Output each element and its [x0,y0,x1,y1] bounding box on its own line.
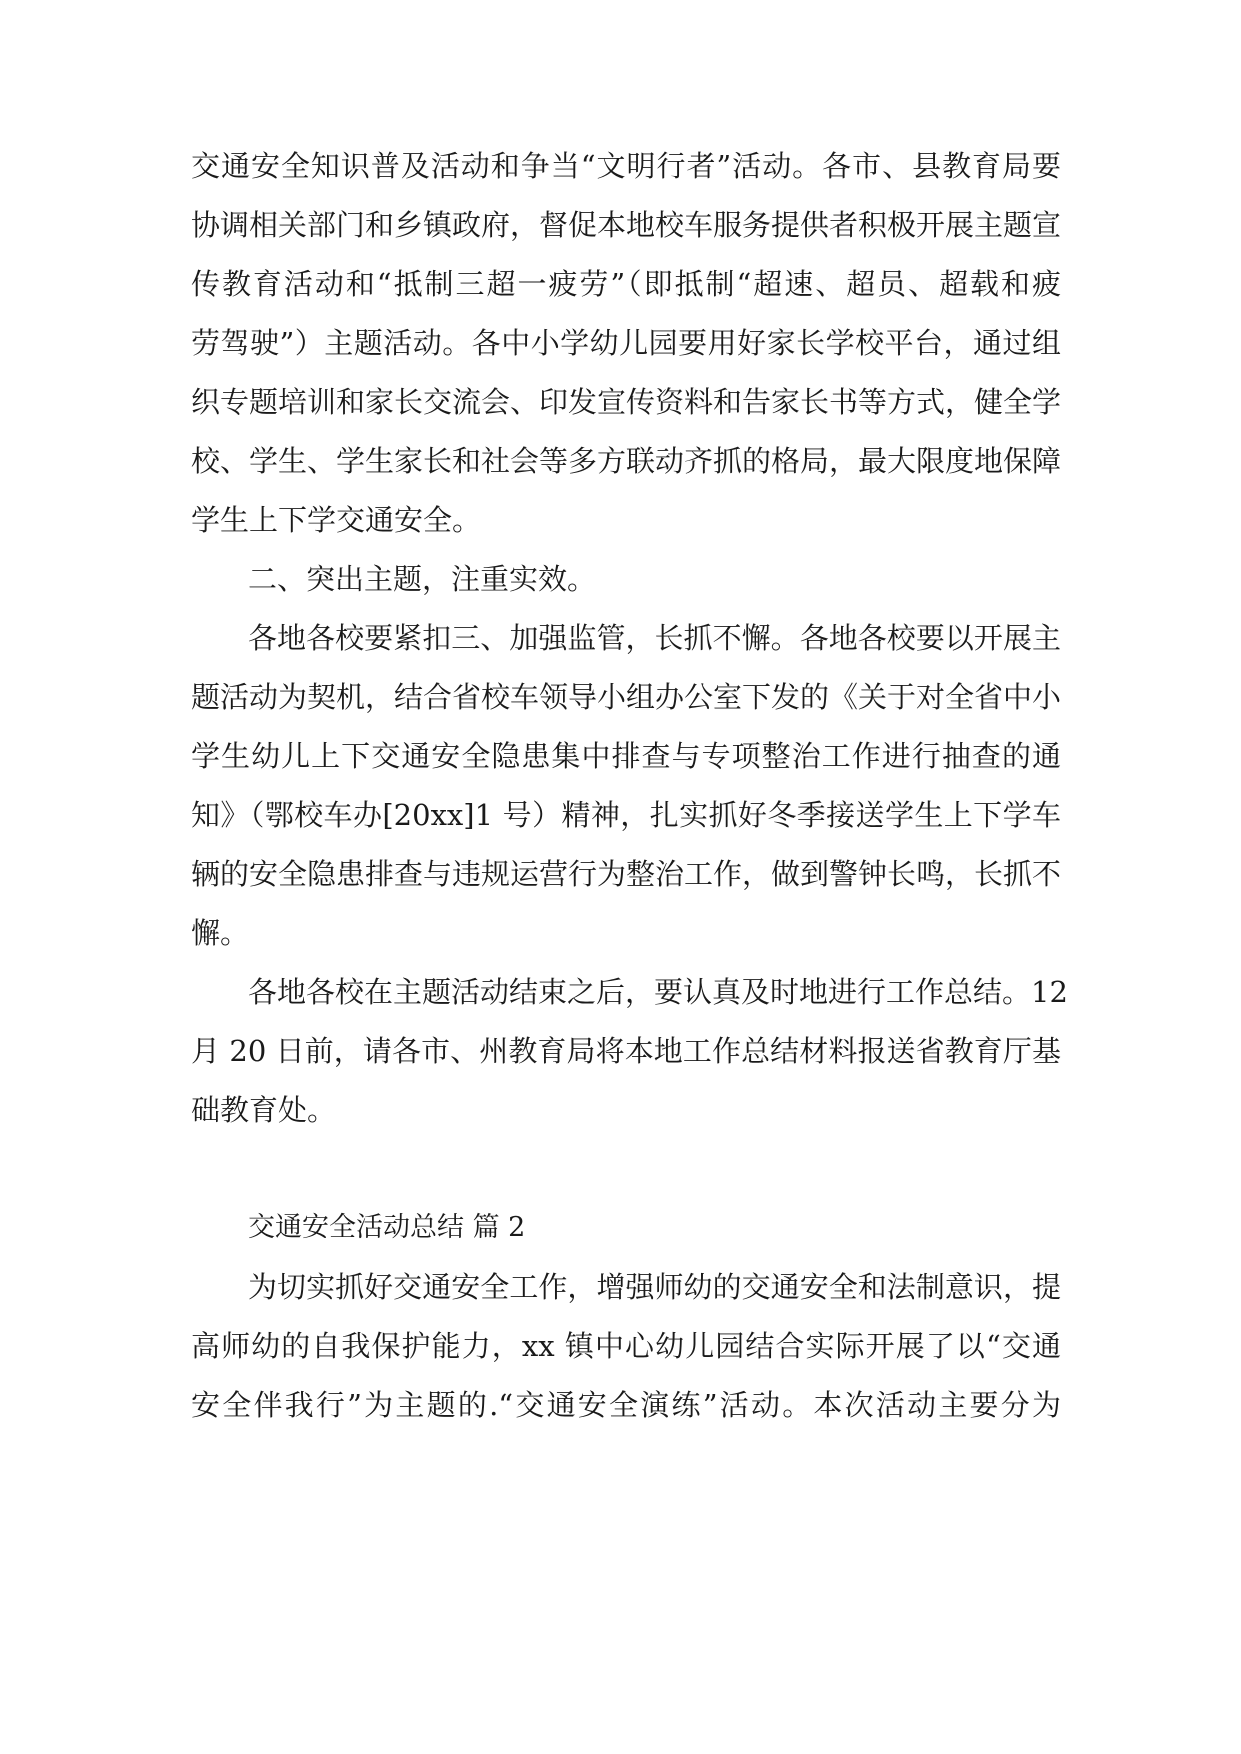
text-line: 础教育处。 [191,1093,337,1127]
text-line: 题活动为契机，结合省校车领导小组办公室下发的《关于对全省中小 [191,680,1062,714]
section-heading: 二、突出主题，注重实效。 [248,562,597,596]
article-title: 交通安全活动总结 篇 2 [248,1212,526,1243]
text-line: 学生上下学交通安全。 [191,503,482,537]
text-line: 各地各校在主题活动结束之后，要认真及时地进行工作总结。12 [248,975,1068,1009]
text-line: 传教育活动和“抵制三超一疲劳”（即抵制“超速、超员、超载和疲 [191,267,1061,301]
text-line: 交通安全知识普及活动和争当“文明行者”活动。各市、县教育局要 [191,149,1061,183]
text-line: 懈。 [191,916,250,950]
text-line: 劳驾驶”）主题活动。各中小学幼儿园要用好家长学校平台，通过组 [191,326,1061,360]
text-line: 学生幼儿上下交通安全隐患集中排查与专项整治工作进行抽查的通 [191,739,1061,773]
text-line: 为切实抓好交通安全工作，增强师幼的交通安全和法制意识，提 [248,1270,1061,1304]
text-line: 协调相关部门和乡镇政府，督促本地校车服务提供者积极开展主题宣 [191,208,1062,242]
text-line: 辆的安全隐患排查与违规运营行为整治工作，做到警钟长鸣，长抓不 [191,857,1062,891]
text-line: 校、学生、学生家长和社会等多方联动齐抓的格局，最大限度地保障 [191,444,1062,478]
text-line: 月 20 日前，请各市、州教育局将本地工作总结材料报送省教育厅基 [191,1034,1061,1068]
text-line: 安全伴我行”为主题的.“交通安全演练”活动。本次活动主要分为 [191,1388,1061,1422]
text-line: 织专题培训和家长交流会、印发宣传资料和告家长书等方式，健全学 [191,385,1062,419]
text-line: 知》（鄂校车办[20xx]1 号）精神，扎实抓好冬季接送学生上下学车 [191,798,1061,832]
text-line: 高师幼的自我保护能力，xx 镇中心幼儿园结合实际开展了以“交通 [191,1329,1061,1363]
text-line: 各地各校要紧扣三、加强监管，长抓不懈。各地各校要以开展主 [248,621,1061,655]
